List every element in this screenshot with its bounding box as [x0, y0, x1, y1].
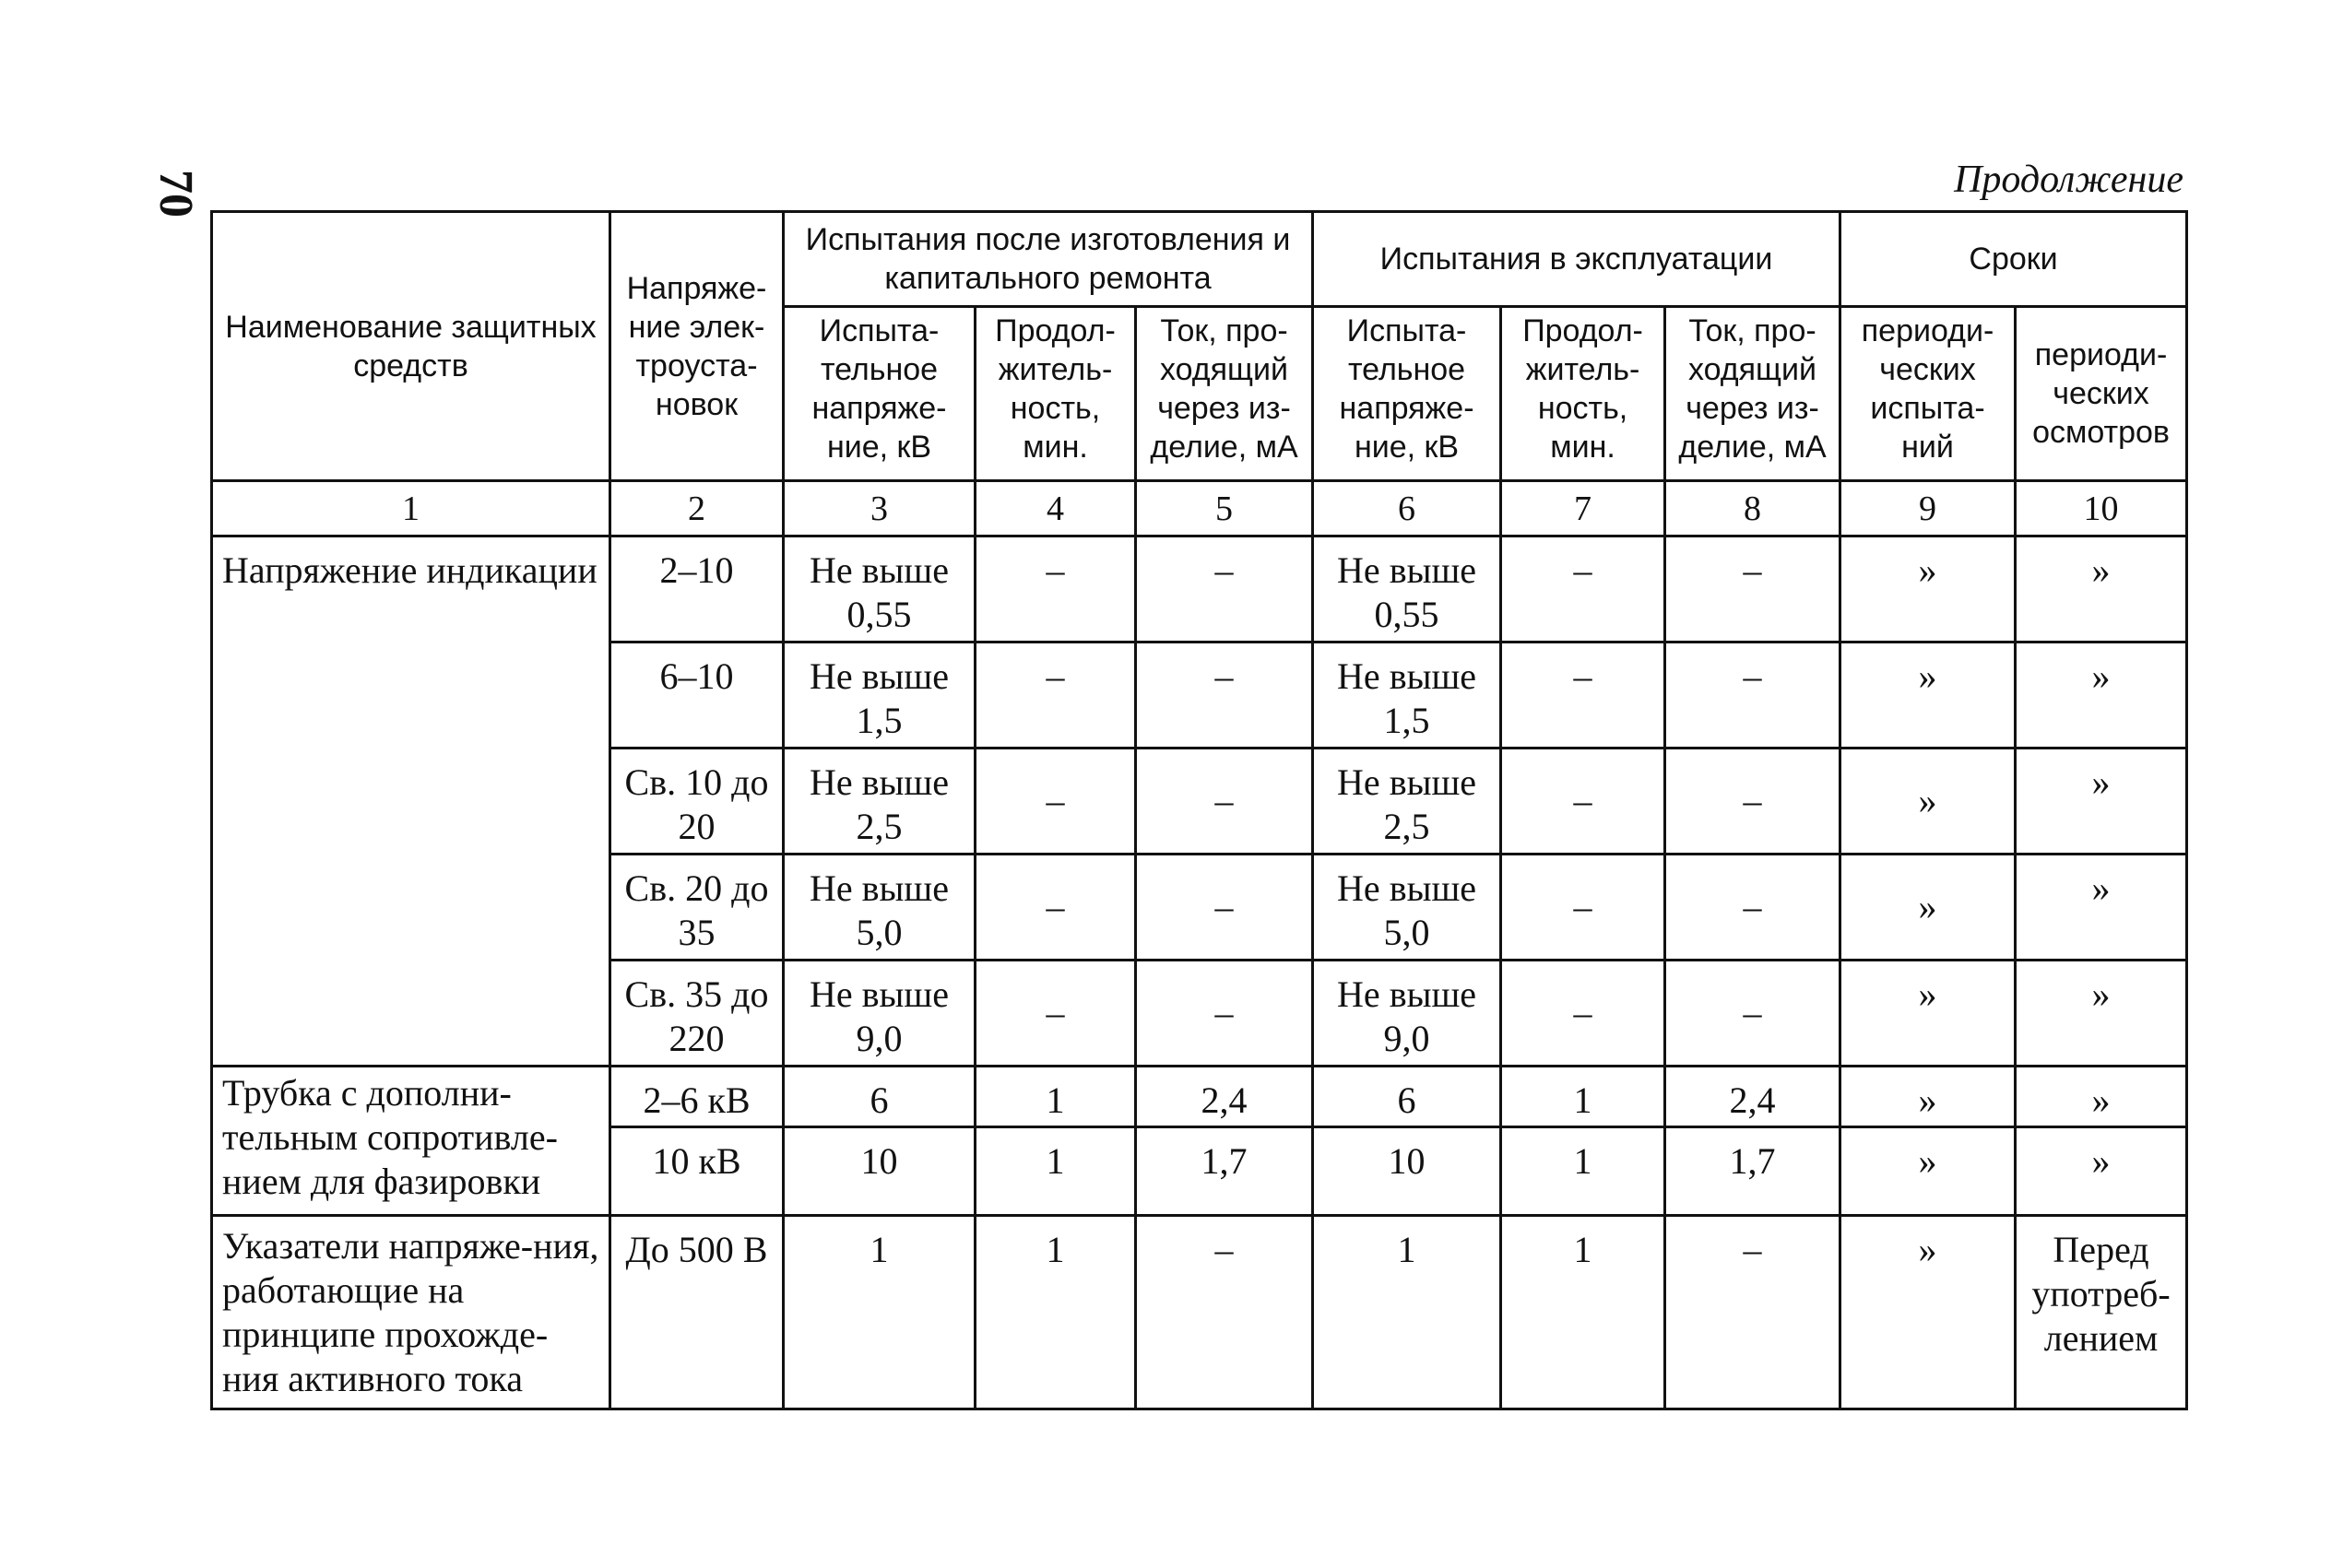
column-number: 3 [784, 481, 976, 536]
header-g2-test-voltage: Испыта-тельное напряже-ние, кВ [1313, 307, 1501, 481]
table-cell: » [1840, 1216, 2016, 1409]
table-cell: 1 [976, 1127, 1136, 1216]
header-group-manufacture: Испытания после изготовления и капитального ремонта [784, 212, 1313, 307]
table-cell: 2–6 кВ [610, 1067, 784, 1127]
table-cell: » [2016, 749, 2187, 855]
table-cell: – [1665, 961, 1840, 1067]
table-cell: 6 [784, 1067, 976, 1127]
column-number: 2 [610, 481, 784, 536]
table-cell: » [1840, 536, 2016, 643]
table-cell: – [976, 643, 1136, 749]
table-cell: Не выше 2,5 [1313, 749, 1501, 855]
header-g3-tests: периоди-ческих испыта-ний [1840, 307, 2016, 481]
table-row [212, 1067, 2187, 1127]
table-cell: 1,7 [1665, 1127, 1840, 1216]
table-cell: – [976, 749, 1136, 855]
column-number: 7 [1501, 481, 1665, 536]
table-cell: » [2016, 536, 2187, 643]
table-cell: – [1501, 855, 1665, 961]
table-cell: – [1665, 749, 1840, 855]
table-cell: – [1136, 643, 1313, 749]
table-cell: – [1136, 536, 1313, 643]
table-cell: – [1136, 749, 1313, 855]
table-cell: – [1136, 1216, 1313, 1409]
header-g2-duration: Продол-житель-ность, мин. [1501, 307, 1665, 481]
table-cell: Не выше 0,55 [1313, 536, 1501, 643]
table-cell: Не выше 5,0 [784, 855, 976, 961]
column-number: 5 [1136, 481, 1313, 536]
header-group-terms: Сроки [1840, 212, 2187, 307]
table-cell: – [1136, 855, 1313, 961]
column-number: 9 [1840, 481, 2016, 536]
table-cell: – [976, 961, 1136, 1067]
column-number-row [212, 481, 2187, 536]
table-cell: 1 [1501, 1067, 1665, 1127]
table-cell: Св. 20 до 35 [610, 855, 784, 961]
table-cell: Не выше 2,5 [784, 749, 976, 855]
column-number: 1 [212, 481, 610, 536]
equipment-name: Указатели напряже-ния, работающие на принципе прохожде-ния активного тока [212, 1216, 610, 1409]
header-g1-current: Ток, про-ходящий через из-делие, мА [1136, 307, 1313, 481]
table-cell: 1 [1501, 1216, 1665, 1409]
table-cell: » [2016, 961, 2187, 1067]
table-cell: 1 [976, 1216, 1136, 1409]
table-cell: » [1840, 1127, 2016, 1216]
table-cell: » [1840, 1067, 2016, 1127]
table-cell: Не выше 9,0 [1313, 961, 1501, 1067]
table-cell: 2–10 [610, 536, 784, 643]
table-cell: – [1501, 536, 1665, 643]
table-row [212, 536, 2187, 643]
table-cell: – [1665, 855, 1840, 961]
table-cell: 6–10 [610, 643, 784, 749]
table-cell: 1 [1501, 1127, 1665, 1216]
table-cell: 10 [784, 1127, 976, 1216]
table-cell: – [1501, 961, 1665, 1067]
table-cell: » [2016, 855, 2187, 961]
table-cell: Св. 10 до 20 [610, 749, 784, 855]
header-name: Наименование защитных средств [212, 212, 610, 481]
table-row [212, 1216, 2187, 1409]
table-cell: 2,4 [1136, 1067, 1313, 1127]
table-cell: Не выше 0,55 [784, 536, 976, 643]
column-number: 10 [2016, 481, 2187, 536]
table-cell: – [1501, 643, 1665, 749]
table-cell: – [1665, 643, 1840, 749]
table-cell: » [1840, 749, 2016, 855]
table-cell: – [1665, 1216, 1840, 1409]
table-cell: Св. 35 до 220 [610, 961, 784, 1067]
table-cell: – [1501, 749, 1665, 855]
table-cell: 10 [1313, 1127, 1501, 1216]
header-g2-current: Ток, про-ходящий через из-делие, мА [1665, 307, 1840, 481]
continuation-label: Продолжение [1954, 159, 2183, 201]
table-cell: До 500 В [610, 1216, 784, 1409]
column-number: 4 [976, 481, 1136, 536]
protective-equipment-table [210, 210, 2188, 1410]
table-cell: 2,4 [1665, 1067, 1840, 1127]
table-cell: » [1840, 961, 2016, 1067]
equipment-name: Трубка с дополни-тельным сопротивле-нием для фазировки [212, 1067, 610, 1216]
table-cell: – [976, 536, 1136, 643]
table-cell: 1,7 [1136, 1127, 1313, 1216]
table-cell: » [2016, 1067, 2187, 1127]
table-cell: Не выше 1,5 [1313, 643, 1501, 749]
header-g3-inspections: периоди-ческих осмотров [2016, 307, 2187, 481]
table-cell: » [1840, 855, 2016, 961]
header-voltage: Напряже-ние элек-троуста-новок [610, 212, 784, 481]
table-cell: 10 кВ [610, 1127, 784, 1216]
table-cell: » [2016, 643, 2187, 749]
table-cell: 1 [976, 1067, 1136, 1127]
page-number: 70 [149, 170, 202, 218]
table-cell: – [1136, 961, 1313, 1067]
table-cell: Не выше 5,0 [1313, 855, 1501, 961]
column-number: 6 [1313, 481, 1501, 536]
table-cell: 6 [1313, 1067, 1501, 1127]
table-cell: 1 [784, 1216, 976, 1409]
table-cell: » [1840, 643, 2016, 749]
table-cell: 1 [1313, 1216, 1501, 1409]
column-number: 8 [1665, 481, 1840, 536]
header-g1-test-voltage: Испыта-тельное напряже-ние, кВ [784, 307, 976, 481]
table-cell: – [1665, 536, 1840, 643]
header-g1-duration: Продол-житель-ность, мин. [976, 307, 1136, 481]
table-cell: Не выше 9,0 [784, 961, 976, 1067]
table-cell: Перед употреб-лением [2016, 1216, 2187, 1409]
table-cell: » [2016, 1127, 2187, 1216]
header-group-operation: Испытания в эксплуатации [1313, 212, 1840, 307]
equipment-name: Напряжение индикации [212, 536, 610, 1067]
table-cell: – [976, 855, 1136, 961]
table-cell: Не выше 1,5 [784, 643, 976, 749]
